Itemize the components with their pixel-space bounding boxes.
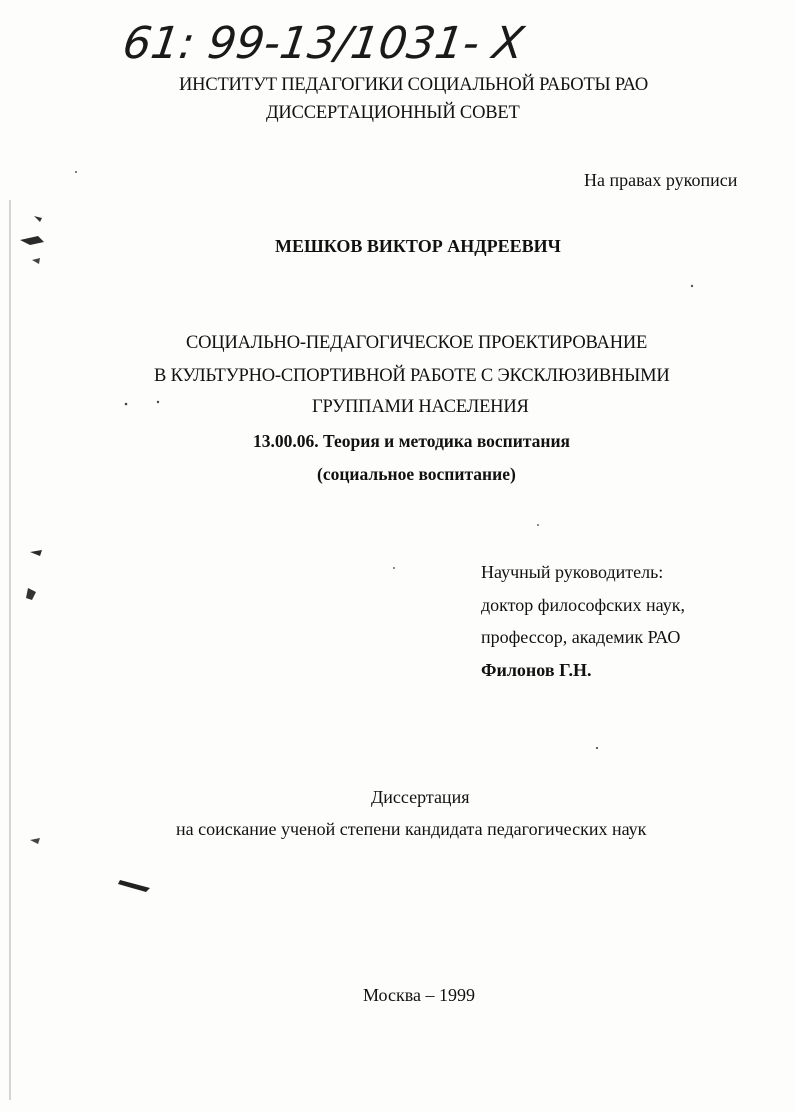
title-line-3: ГРУППАМИ НАСЕЛЕНИЯ — [312, 397, 529, 417]
supervisor-degree: доктор философских наук, — [481, 595, 685, 615]
scan-dot — [691, 285, 693, 287]
place-year: Москва – 1999 — [363, 985, 475, 1005]
dissertation-type: Диссертация — [371, 787, 470, 807]
handwritten-archive-number — [118, 10, 538, 72]
scan-dot — [75, 171, 77, 173]
scan-artifacts — [0, 0, 160, 1112]
scan-dot — [125, 403, 128, 406]
scan-mark — [26, 588, 36, 600]
supervisor-label: Научный руководитель: — [481, 562, 664, 582]
scan-dot — [537, 524, 539, 526]
scan-mark — [118, 880, 150, 892]
scan-dot — [157, 401, 159, 403]
dissertation-purpose: на соискание ученой степени кандидата педагогических наук — [176, 819, 647, 839]
council-name: ДИССЕРТАЦИОННЫЙ СОВЕТ — [266, 103, 520, 123]
scan-mark — [30, 550, 42, 556]
supervisor-name: Филонов Г.Н. — [481, 660, 592, 680]
scan-mark — [20, 236, 44, 245]
manuscript-rights: На правах рукописи — [584, 170, 738, 190]
title-line-2: В КУЛЬТУРНО-СПОРТИВНОЙ РАБОТЕ С ЭКСКЛЮЗИВНЫМИ — [154, 366, 670, 386]
scan-dot — [596, 747, 598, 749]
institute-name: ИНСТИТУТ ПЕДАГОГИКИ СОЦИАЛЬНОЙ РАБОТЫ РАО — [179, 75, 649, 95]
archive-number-text: 61: 99-13/1031- X — [119, 18, 527, 69]
author-name: МЕШКОВ ВИКТОР АНДРЕЕВИЧ — [275, 236, 561, 256]
specialty-subtitle: (социальное воспитание) — [317, 464, 516, 484]
title-line-1: СОЦИАЛЬНО-ПЕДАГОГИЧЕСКОЕ ПРОЕКТИРОВАНИЕ — [186, 333, 648, 353]
scan-mark — [34, 216, 42, 222]
supervisor-position: профессор, академик РАО — [481, 627, 681, 647]
specialty-code: 13.00.06. Теория и методика воспитания — [253, 431, 571, 451]
scan-mark — [30, 838, 40, 844]
scan-dot — [393, 567, 395, 569]
scan-mark — [32, 258, 40, 264]
scan-dots-right — [380, 270, 720, 810]
